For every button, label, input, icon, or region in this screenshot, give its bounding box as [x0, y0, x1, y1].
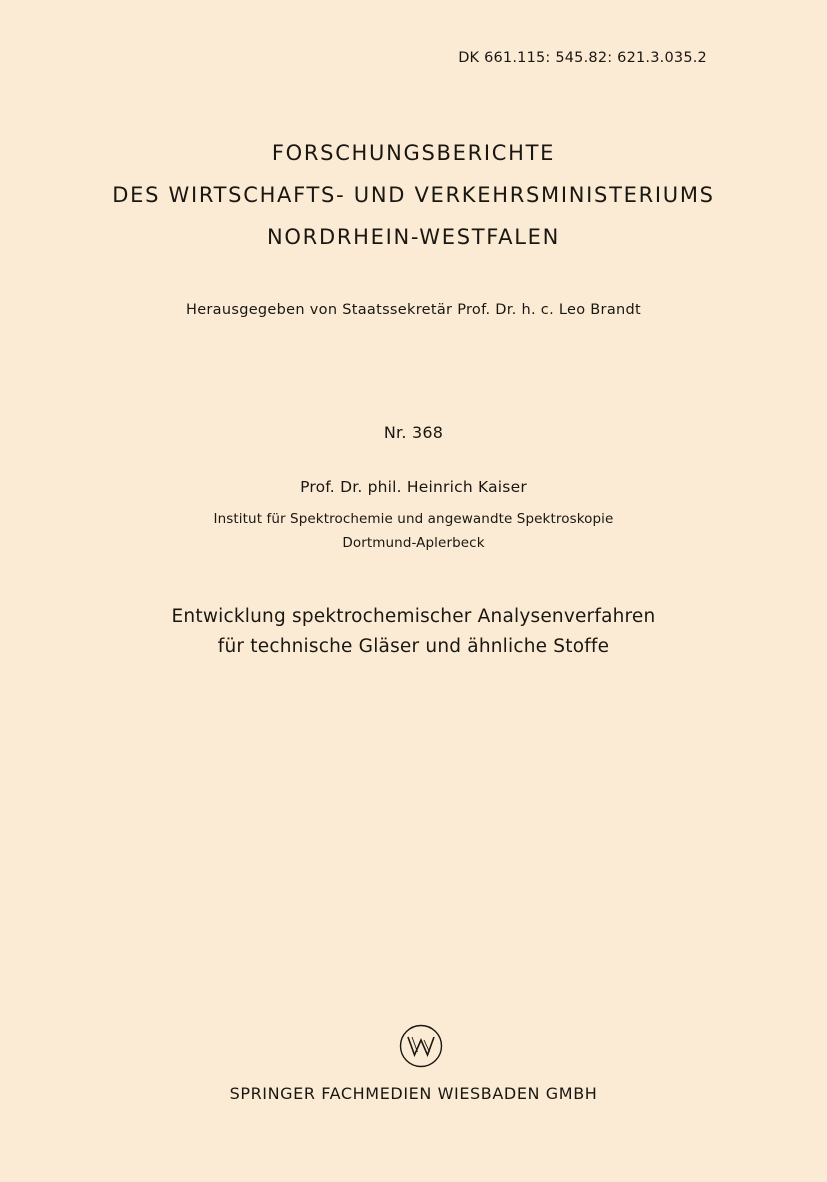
volume-number: Nr. 368: [383, 423, 444, 442]
book-title-line-1: Entwicklung spektrochemischer Analysenverfahren: [171, 606, 656, 627]
editor-line: Herausgegeben von Staatssekretär Prof. Dr. h. c. Leo Brandt: [185, 302, 641, 318]
book-title: [0, 602, 827, 662]
affiliation-city: Dortmund-Aplerbeck: [342, 535, 485, 551]
series-title: [0, 132, 827, 258]
author-name: Prof. Dr. phil. Heinrich Kaiser: [300, 478, 527, 496]
book-title-line-2: für technische Gläser und ähnliche Stoffe: [217, 636, 610, 657]
series-title-line-3: NORDRHEIN-WESTFALEN: [267, 225, 560, 249]
classification-number: DK 661.115: 545.82: 621.3.035.2: [458, 50, 707, 66]
affiliation-institute: Institut für Spektrochemie und angewandte Spektroskopie: [213, 511, 614, 527]
affiliation: [0, 507, 827, 555]
publisher-name: SPRINGER FACHMEDIEN WIESBADEN GMBH: [229, 1084, 598, 1103]
series-title-line-2: DES WIRTSCHAFTS- UND VERKEHRSMINISTERIUMS: [112, 183, 715, 207]
series-title-line-1: FORSCHUNGSBERICHTE: [271, 141, 556, 165]
publisher-logo-icon: [398, 1023, 444, 1069]
